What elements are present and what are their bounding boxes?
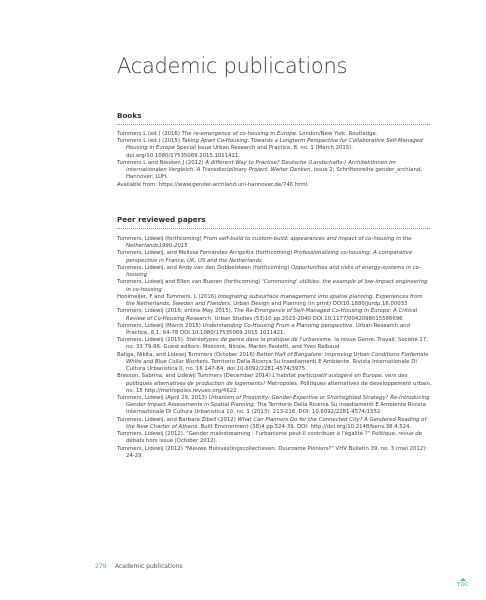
entry-title: What Can Planners Do for the Connected City? A Gendered Reading of the New Charter of Athens	[126, 416, 427, 430]
entry-text: . Urban Research and Practice, 8,1: 64-78 DOI.10.1080/17535069.2015.1011421.	[126, 322, 410, 336]
footer-section-label: Academic publications	[115, 563, 183, 570]
book-entry	[117, 131, 432, 138]
entry-text: Tummers, Lidewij (2012) "Nieuwe Huisvestingscollectieven: Duurzame Pioniers?" VHV Bulletin 39, no. 3 (mei 2012): 24-29.	[117, 445, 428, 459]
peer-reviewed-heading: Peer reviewed papers	[117, 215, 206, 224]
entry-text: Tummers, Lidewij (2012). "Gender mainstreaming : l'urbanisme peut-il contribuer à l'égalité ?"	[117, 431, 372, 438]
toc-link[interactable]	[457, 578, 469, 588]
entry-text: . London/New York: Routledge.	[295, 131, 378, 137]
entry-text: . Urban Studies (53)10 pp.2023-2040 DOI.10.1177/0042098015586696	[211, 315, 403, 322]
entry-title: The Re-Emergence of Self-Managed Co-Housing in Europe: A Critical Review of Co-Housing Research	[126, 308, 418, 322]
entry-text: Tummers, Lidewij (March 2015)	[117, 322, 203, 329]
entry-text: Metropoles. Politiques alternatives de développement urbain, no. 15 http://metropoles.revues.org/4622	[126, 380, 432, 394]
paper-entry	[117, 446, 432, 460]
entry-text: Tummers, Lidewij, and Barbara Zibell (2012)	[117, 416, 238, 423]
books-divider	[117, 124, 430, 125]
paper-entry	[117, 294, 432, 308]
entry-title: Politique, revue de débats	[126, 431, 422, 445]
entry-text: Tummers, Lidewij (forthcoming)	[117, 236, 204, 242]
entry-text: , issue 2; Schriftenreihe gender_archland, Hannover: LUH.	[126, 167, 422, 181]
entry-title: Stéréotypes de genre dans la pratique de l'urbanisme	[186, 337, 331, 344]
entry-title: Integrating subsurface management into spatial planning. Experiences from the Netherlands, Sweden and Flanders	[126, 293, 423, 308]
books-list	[117, 131, 432, 189]
entry-title: The re-emergence of co-housing in Europe	[181, 131, 296, 137]
entry-text: Tummers L (ed.) (2016)	[117, 131, 182, 137]
paper-entry	[117, 337, 432, 351]
paper-entry	[117, 431, 432, 445]
arrow-up-icon	[460, 578, 466, 581]
paper-entry	[117, 308, 432, 322]
entry-text: . la revue Genre, Travail, Société 17, no. 33 79-96. Guest editors: Moscont, Nicole, Marion Paoletti, and Yves Raibaud	[126, 337, 428, 351]
entry-text: Tummers L and Niesken J (2012)	[117, 159, 206, 166]
paper-entry	[117, 279, 432, 293]
entry-title: Urbanism of Proximity: Gender-Expertise or Shortsighted Strategy? Re-Introducing Gender Impact Assessments in Spatial Planning	[126, 395, 430, 409]
paper-entry	[117, 373, 432, 394]
entry-title: A different Way to Practise? Deutsche (Landschafts-) ArchitektInnen im internationalen Vergleich. A Transdisciplinary Project. Weiter Denken	[126, 159, 396, 174]
page-title: Academic publications	[117, 54, 348, 78]
entry-text: Tummers, Lidewij (2016; online May 2015),	[117, 308, 235, 315]
peer-reviewed-list	[117, 236, 432, 460]
paper-entry	[117, 395, 432, 416]
entry-text: Tummers, Lidewij and Ellen van Bueren (forthcoming)	[117, 279, 263, 286]
entry-title: Taking Apart Co-Housing. Towards a Longterm Perspective for Collaborative Self-Managed Housing in Europe	[126, 138, 423, 152]
entry-text: hors issue (October 2012).	[144, 438, 218, 445]
entry-text: . Urban Design and Planning (in print) DOI10.1680/jurdp.16.00033	[229, 301, 408, 308]
entry-text: Special Issue Urban Research and Practice, 8, no. 1 (March 2015). doi.org/10.1080/17535069.2015.1011421.	[126, 145, 353, 159]
entry-text: Tummers L (ed.) (2015)	[117, 138, 182, 145]
paper-entry	[117, 265, 432, 279]
entry-title: 'Commoning' utilities: the example of low-impact engineering in co-housing	[126, 279, 428, 293]
entry-title: Opportunities and risks of energy-systems in co-housing	[126, 264, 421, 279]
entry-text: Hooimeijer, F and Tummers, L (2016)	[117, 293, 218, 300]
entry-title: Better Half of Bangalore: Improving Urban Conditions Forfemale White and Blue Collar Workers	[126, 351, 429, 365]
toc-label: TOC	[457, 582, 469, 588]
paper-entry	[117, 236, 432, 250]
book-entry	[117, 138, 432, 159]
entry-text: . Territorio Della Ricerca Su Insediamenti E Ambiente. Rivista Internationale Di Cultura Urbanistica 0, no. 16 147-64. doi:10.6092/2281-4574/3975.	[126, 358, 417, 373]
entry-title: From self-build to custom-build: appearances and impact of co-housing in the Netherlands1990-2015	[126, 236, 412, 250]
paper-entry	[117, 352, 432, 373]
books-heading: Books	[117, 111, 142, 120]
entry-text: Tummers, Lidewij, and Andy van den Dobbelsteen (forthcoming)	[117, 264, 291, 271]
entry-text: . Built Environment (38)4 pp.524-39. DOI: http://doi.org/10.2148/benv.38.4.524.	[197, 423, 412, 430]
book-entry	[117, 182, 432, 189]
entry-text: Bresson, Sabrina, and Lidewij Tummers (December 2014)	[117, 373, 273, 380]
entry-text: Tummers, Lidewij, and Melissa Fernandez Arrigoitia (forthcoming)	[117, 250, 294, 257]
entry-text: Baliga, Nikita, and Lidewij Tummers (October 2016)	[117, 351, 257, 358]
entry-title: L'habitat participatif autogéré en Europe, vers des politiques alternatives de production de logements?	[126, 373, 408, 387]
paper-entry	[117, 323, 432, 337]
paper-entry	[117, 250, 432, 264]
paper-entry	[117, 417, 432, 431]
entry-title: Professionalizing co-housing: A comparative perspective in France, UK, US and the Netherlands	[126, 250, 413, 264]
footer-page-number: 279	[95, 563, 107, 570]
book-entry	[117, 160, 432, 181]
peer-reviewed-divider	[117, 228, 430, 229]
entry-text: . Tria Territorio Della Ricerca Su Insediamenti E Ambiente Rivista Internazionale Di Cultura Urbanistica 10, no. 1 (2013): 213-218. DOI: 10.6092/2281-4574/1552.	[126, 402, 426, 416]
entry-text: Available from: https://www.gender-archland.uni-hannover.de/746.html.	[117, 181, 309, 188]
entry-text: Tummers, Lidewij (2015):	[117, 337, 187, 344]
entry-title: Understanding Co-Housing From a Planning perspective	[202, 322, 353, 329]
entry-text: Tummers, Lidewij (April 29, 2013)	[117, 395, 209, 402]
